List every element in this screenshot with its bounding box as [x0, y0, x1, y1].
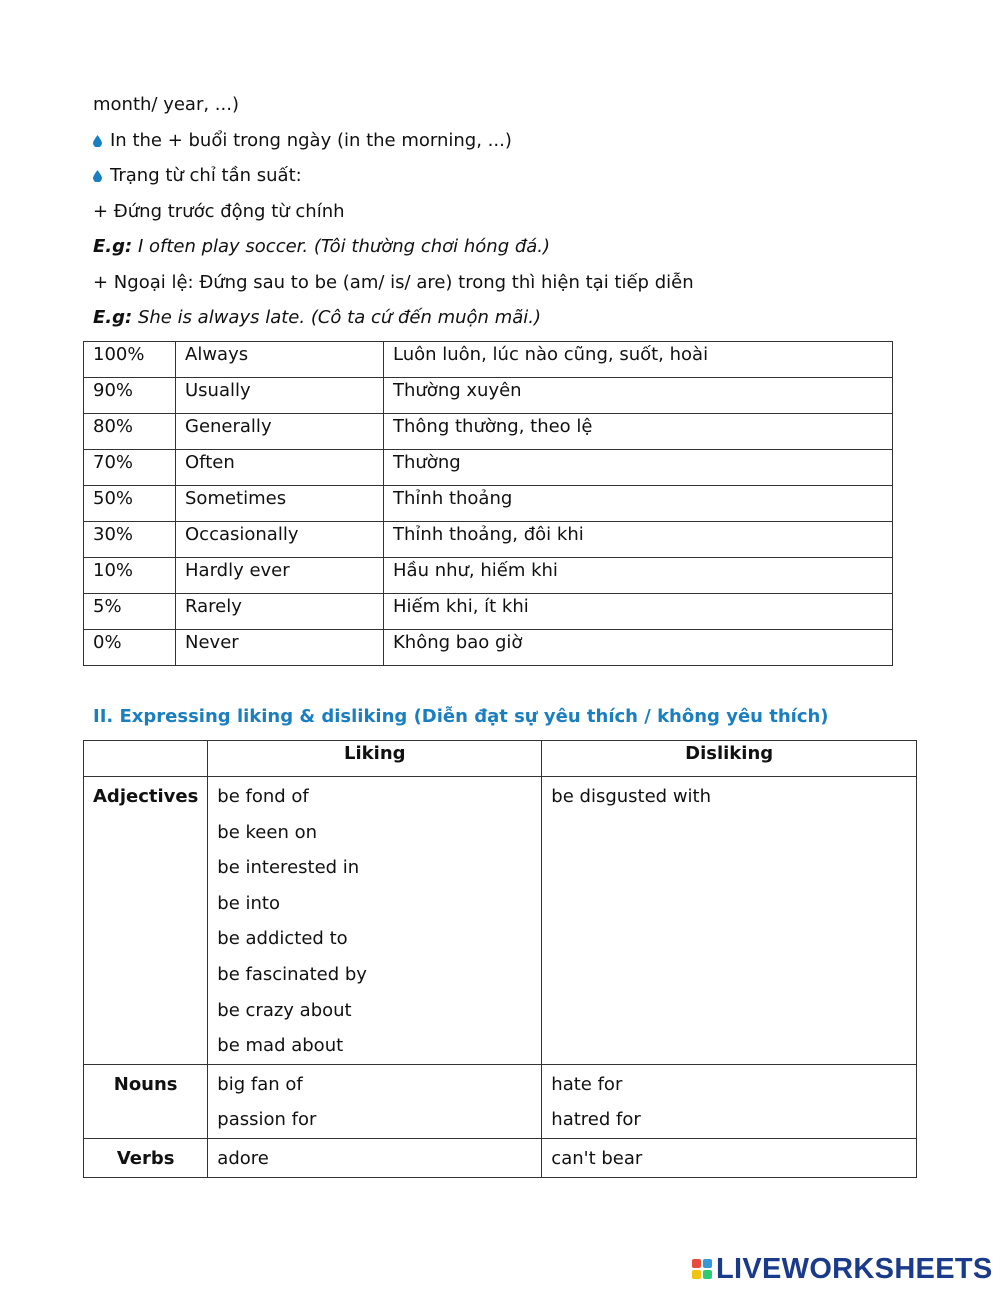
liking-table [83, 740, 917, 1178]
header-disliking: Disliking [542, 741, 917, 777]
list-item: big fan of [217, 1073, 303, 1095]
nouns-disliking-cell [542, 1064, 917, 1138]
rule-2: + Ngoại lệ: Đứng sau to be (am/ is/ are) trong thì hiện tại tiếp diễn [93, 272, 694, 293]
example-label: E.g: [93, 307, 133, 328]
nouns-liking-cell [208, 1064, 542, 1138]
adjectives-disliking-cell [542, 777, 917, 1065]
percent-cell: 10% [84, 558, 176, 594]
example-text: I often play soccer. (Tôi thường chơi hóng đá.) [132, 236, 551, 257]
table-row [84, 594, 893, 630]
adverb-cell: Often [176, 450, 384, 486]
meaning-cell: Hiếm khi, ít khi [384, 594, 893, 630]
rule-1: + Đứng trước động từ chính [93, 201, 345, 222]
percent-cell: 90% [84, 378, 176, 414]
bullet-text-1: In the + buổi trong ngày (in the morning, ...) [110, 130, 512, 151]
table-row [84, 486, 893, 522]
percent-cell: 100% [84, 342, 176, 378]
water-drop-icon [93, 170, 102, 182]
table-row [84, 1064, 917, 1138]
bullet-item-2 [93, 165, 302, 187]
list-item: be crazy about [217, 999, 352, 1021]
table-row [84, 414, 893, 450]
meaning-cell: Không bao giờ [384, 630, 893, 666]
table-row [84, 450, 893, 486]
percent-cell: 5% [84, 594, 176, 630]
table-row [84, 777, 917, 1065]
percent-cell: 80% [84, 414, 176, 450]
list-item: can't bear [551, 1147, 643, 1169]
table-header-row [84, 741, 917, 777]
meaning-cell: Thông thường, theo lệ [384, 414, 893, 450]
list-item: hatred for [551, 1109, 641, 1131]
list-item: be addicted to [217, 928, 348, 950]
meaning-cell: Thỉnh thoảng, đôi khi [384, 522, 893, 558]
meaning-cell: Thường xuyên [384, 378, 893, 414]
adjectives-liking-cell [208, 777, 542, 1065]
bullet-text-2: Trạng từ chỉ tần suất: [110, 165, 302, 186]
list-item: adore [217, 1147, 269, 1169]
meaning-cell: Luôn luôn, lúc nào cũng, suốt, hoài [384, 342, 893, 378]
frequency-table [83, 341, 893, 666]
meaning-cell: Thường [384, 450, 893, 486]
adverb-cell: Generally [176, 414, 384, 450]
adverb-cell: Always [176, 342, 384, 378]
table-row [84, 522, 893, 558]
verbs-disliking-cell [542, 1138, 917, 1177]
percent-cell: 70% [84, 450, 176, 486]
adverb-cell: Usually [176, 378, 384, 414]
meaning-cell: Hầu như, hiếm khi [384, 558, 893, 594]
list-item: be fond of [217, 786, 309, 807]
list-item: be keen on [217, 821, 317, 843]
table-row [84, 342, 893, 378]
intro-line-1: month/ year, ...) [93, 94, 239, 115]
example-text: She is always late. (Cô ta cứ đến muộn mãi.) [132, 307, 541, 328]
table-row [84, 558, 893, 594]
percent-cell: 30% [84, 522, 176, 558]
list-item: be fascinated by [217, 963, 367, 985]
header-liking: Liking [208, 741, 542, 777]
table-row [84, 378, 893, 414]
empty-header-cell [84, 741, 208, 777]
list-item: be mad about [217, 1035, 344, 1057]
adverb-cell: Sometimes [176, 486, 384, 522]
percent-cell: 0% [84, 630, 176, 666]
adverb-cell: Hardly ever [176, 558, 384, 594]
row-label-nouns: Nouns [84, 1064, 208, 1138]
meaning-cell: Thỉnh thoảng [384, 486, 893, 522]
section-heading: II. Expressing liking & disliking (Diễn đạt sự yêu thích / không yêu thích) [93, 706, 829, 727]
list-item: be into [217, 892, 280, 914]
row-label-verbs: Verbs [84, 1138, 208, 1177]
table-row [84, 630, 893, 666]
adverb-cell: Never [176, 630, 384, 666]
adverb-cell: Rarely [176, 594, 384, 630]
example-1 [93, 236, 550, 258]
row-label-adjectives: Adjectives [84, 777, 208, 1065]
example-label: E.g: [93, 236, 133, 257]
bullet-item-1 [93, 130, 512, 152]
logo-text: LIVEWORKSHEETS [716, 1252, 993, 1285]
logo-grid-icon [692, 1259, 712, 1279]
list-item: passion for [217, 1109, 317, 1131]
list-item: hate for [551, 1073, 623, 1095]
liveworksheets-logo[interactable] [692, 1253, 993, 1285]
verbs-liking-cell [208, 1138, 542, 1177]
example-2 [93, 307, 541, 329]
water-drop-icon [93, 135, 102, 147]
adverb-cell: Occasionally [176, 522, 384, 558]
percent-cell: 50% [84, 486, 176, 522]
list-item: be interested in [217, 857, 360, 879]
list-item: be disgusted with [551, 786, 712, 807]
table-row [84, 1138, 917, 1177]
